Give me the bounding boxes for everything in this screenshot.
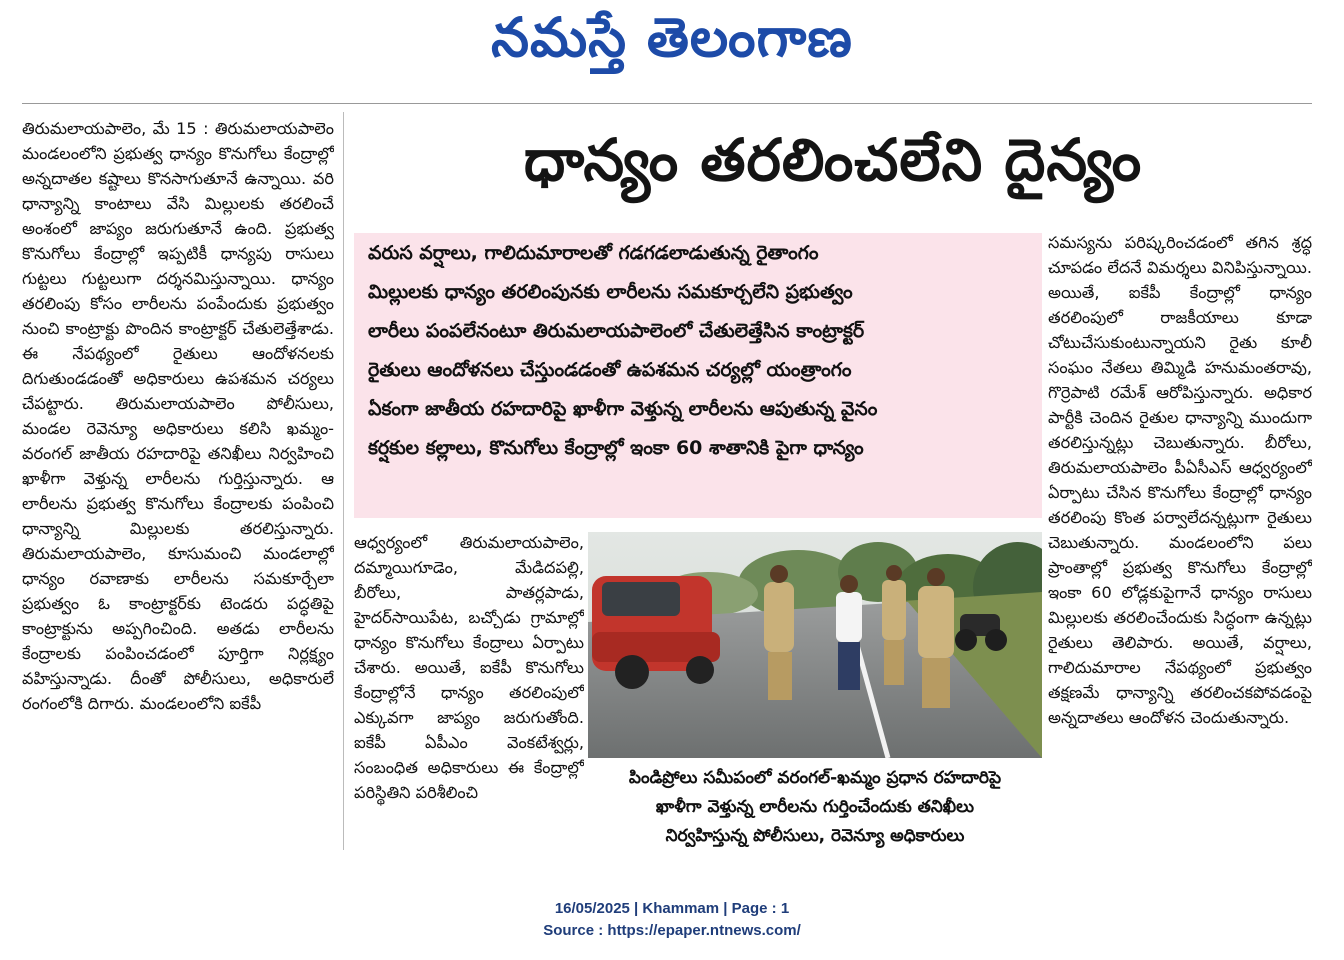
masthead <box>0 6 1344 83</box>
highlight-item: లారీలు పంపలేనంటూ తిరుమలాయపాలెంలో చేతులెత్తేసిన కాంట్రాక్టర్ <box>368 320 865 342</box>
highlight-item: మిల్లులకు ధాన్యం తరలింపునకు లారీలను సమకూర్చలేని ప్రభుత్వం <box>368 281 853 303</box>
highlight-item: వరుస వర్షాలు, గాలిదుమారాలతో గడగడలాడుతున్న రైతాంగం <box>368 242 819 264</box>
newspaper-logo: నమస్తే తెలంగాణ <box>491 6 853 69</box>
article-column-2 <box>354 530 584 850</box>
photo-caption-line: నిర్వహిస్తున్న పోలీసులు, రెవెన్యూ అధికారులు <box>665 826 965 846</box>
column-divider <box>343 112 344 850</box>
highlight-item: ఏకంగా జాతీయ రహదారిపై ఖాళీగా వెళ్తున్న లారీలను ఆపుతున్న వైనం <box>368 398 878 420</box>
article-text-col3: సమస్యను పరిష్కరించడంలో తగిన శ్రద్ధ చూపడం లేదనే విమర్శలు వినిపిస్తున్నాయి. అయితే, ఐకేపీ కేంద్రాల్లో ధాన్యం తరలింపులో రాజకీయాలు కూడా చోటుచేసుకుంటున్నాయని రైతు కూలీ సంఘం నేతలు తిమ్మిడి హనుమంతరావు, గొర్రెపాటి రమేశ్ ఆరోపిస్తున్నారు. అధికార పార్టీకి చెందిన రైతుల ధాన్యాన్ని ముందుగా తరలిస్తున్నట్లు చెబుతున్నారు. బీరోలు, తిరుమలాయపాలెం పీఏసీఎస్ ఆధ్వర్యంలో ఏర్పాటు చేసిన కొనుగోలు కేంద్రాల్లో ధాన్యం తరలింపు కొంత పర్వాలేదన్నట్లుగా రైతులు చెబుతున్నారు. మండలంలోని పలు ప్రాంతాల్లో ప్రభుత్వ కొనుగోలు కేంద్రాల్లో ఇంకా 60 లోడ్లకుపైగానే ధాన్యం రాసులు మిల్లులకు తరలించేందుకు సిద్ధంగా ఉన్నట్లు రైతులు తెలిపారు. అయితే, వర్షాలు, గాలిదుమారాల నేపథ్యంలో ప్రభుత్వం తక్షణమే ధాన్యాన్ని తరలించకపోవడంపై అన్నదాతలు ఆందోళన చెందుతున్నారు. <box>1048 233 1312 727</box>
footer-date-edition: 16/05/2025 | Khammam | Page : 1 <box>554 900 790 917</box>
article-column-1 <box>22 116 334 856</box>
page-footer <box>0 898 1344 942</box>
highlight-item: కర్షకుల కల్లాలు, కొనుగోలు కేంద్రాల్లో ఇంకా 60 శాతానికి పైగా ధాన్యం <box>368 437 864 459</box>
headline-box <box>354 110 1312 225</box>
article-text-col2: ఆధ్వర్యంలో తిరుమలాయపాలెం, దమ్మాయిగూడెం, మేడిదపల్లి, బీరోలు, పాతర్లపాడు, హైదర్‌సాయిపేట, బచ్చోడు గ్రామాల్లో ధాన్యం కొనుగోలు కేంద్రాలు ఏర్పాటు చేశారు. అయితే, ఐకేపీ కొనుగోలు కేంద్రాల్లోనే ధాన్యం తరలింపులో ఎక్కువగా జాప్యం జరుగుతోంది. ఐకేపీ ఏపీఎం వెంకటేశ్వర్లు, సంబంధిత అధికారులు ఈ కేంద్రాల్లో పరిస్థితిని పరిశీలించి <box>354 533 584 802</box>
photo-caption-line: ఖాళీగా వెళ్తున్న లారీలను గుర్తించేందుకు తనిఖీలు <box>655 797 975 817</box>
footer-source: Source : https://epaper.ntnews.com/ <box>543 922 801 939</box>
highlights-box <box>354 233 1042 518</box>
headline: ధాన్యం తరలించలేని దైన్యం <box>523 126 1143 194</box>
photo-caption <box>588 764 1042 851</box>
highlight-item: రైతులు ఆందోళనలు చేస్తుండడంతో ఉపశమన చర్యల్లో యంత్రాంగం <box>368 359 852 381</box>
news-photo <box>588 532 1042 758</box>
article-text-col1: తిరుమలాయపాలెం, మే 15 : తిరుమలాయపాలెం మండలంలోని ప్రభుత్వ ధాన్యం కొనుగోలు కేంద్రాల్లో అన్నదాతల కష్టాలు కొనసాగుతూనే ఉన్నాయి. వరి ధాన్యాన్ని కాంటాలు వేసి మిల్లులకు తరలించే అంశంలో జాప్యం జరుగుతూనే ఉంది. ప్రభుత్వ కొనుగోలు కేంద్రాల్లో ఇప్పటికీ ధాన్యపు రాసులు గుట్టలు గుట్టలుగా దర్శనమిస్తున్నాయి. ధాన్యం తరలింపు కోసం లారీలను పంపేందుకు ప్రభుత్వం నుంచి కాంట్రాక్టు పొందిన కాంట్రాక్టర్ చేతులెత్తేశాడు. ఈ నేపథ్యంలో రైతులు ఆందోళనలకు దిగుతుండడంతో అధికారులు ఉపశమన చర్యలు చేపట్టారు. తిరుమలాయపాలెం పోలీసులు, మండల రెవెన్యూ అధికారులు కలిసి ఖమ్మం-వరంగల్ జాతీయ రహదారిపై తనిఖీలు నిర్వహించి ఖాళీగా వెళ్తున్న లారీలను గుర్తిస్తున్నారు. ఆ లారీలను ప్రభుత్వ కొనుగోలు కేంద్రాలకు పంపించి ధాన్యాన్ని మిల్లులకు తరలిస్తున్నారు. తిరుమలాయపాలెం, కూసుమంచి మండలాల్లో ధాన్యం రవాణాకు లారీలను సమకూర్చేలా ప్రభుత్వం ఓ కాంట్రాక్టర్‌కు టెండరు పద్ధతిపై కాంట్రాక్టును అప్పగించింది. అతడు లారీలను కేంద్రాలకు పంపించడంలో పూర్తిగా నిర్లక్ష్యం వహిస్తున్నాడు. దీంతో పోలీసులు, అధికారులే రంగంలోకి దిగారు. మండలంలోని ఐకేపీ <box>22 119 334 713</box>
article-column-3 <box>1048 230 1312 850</box>
masthead-divider <box>22 103 1312 104</box>
photo-caption-line: పిండిప్రోలు సమీపంలో వరంగల్-ఖమ్మం ప్రధాన రహదారిపై <box>628 768 1002 788</box>
